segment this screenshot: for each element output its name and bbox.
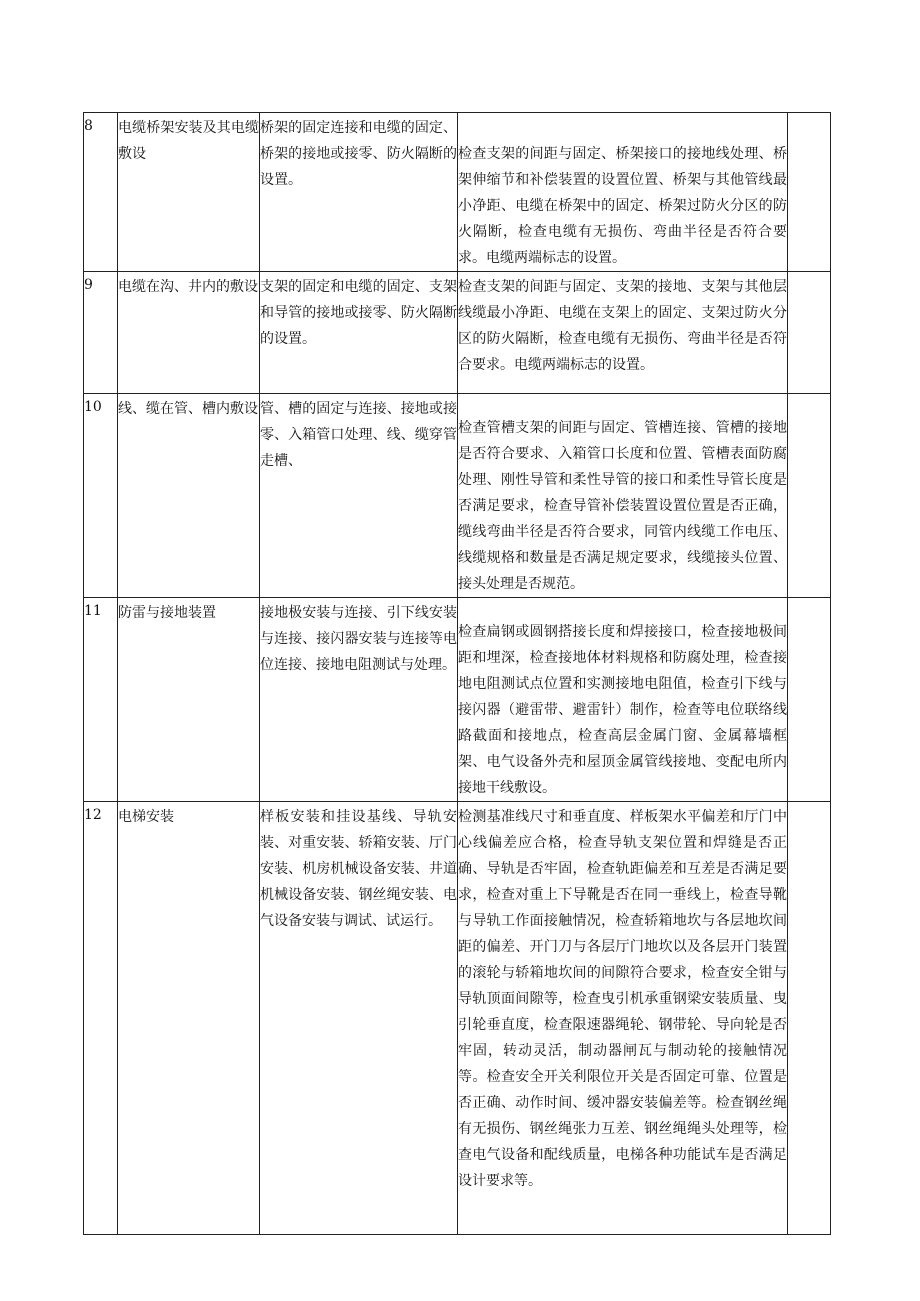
work-name-text: 电缆在沟、井内的敷设 bbox=[118, 279, 258, 295]
check-content-text: 检测基准线尺寸和垂直度、样板架水平偏差和厅门中心线偏差应合格，检查导轨支架位置和焊缝是否正确、导轨是否牢固，检查轨距偏差和互差是否满足要求，检查对重上下导靴是否在同一垂线上，检查导靴与导轨工作面接触情况，检查轿箱地坎与各层地坎间距的偏差、开门刀与各层厅门地坎以及各层开门装置的滚轮与轿箱地坎间的间隙符合要求，检查安全钳与导轨顶面间隙等，检查曳引机承重钢梁安装质量、曳引轮垂直度，检查限速器绳轮、钢带轮、导向轮是否牢固，转动灵活，制动器闸瓦与制动轮的接触情况等。检查安全开关利限位开关是否固定可靠、位置是否正确、动作时间、缓冲器安装偏差等。检查钢丝绳有无损伤、钢丝绳张力互差、钢丝绳绳头处理等，检查电气设备和配线质量，电梯各种功能试车是否满足设计要求等。 bbox=[458, 809, 787, 1189]
row-number bbox=[84, 598, 118, 802]
row-number bbox=[84, 113, 118, 272]
work-name-text: 电缆桥架安装及其电缆敷设 bbox=[118, 120, 259, 162]
work-name-text: 线、缆在管、槽内敷设 bbox=[118, 401, 258, 417]
check-content-cell bbox=[458, 598, 788, 802]
inspection-item-text: 样板安装和挂设基线、导轨安装、对重安装、轿箱安装、厅门安装、机房机械设备安装、井道机械设备安装、钢丝绳安装、电气设备安装与调试、试运行。 bbox=[260, 809, 457, 929]
remark-cell bbox=[788, 394, 831, 598]
remark-cell bbox=[788, 598, 831, 802]
check-content-cell bbox=[458, 113, 788, 272]
table-row bbox=[84, 394, 831, 598]
inspection-item-text: 支架的固定和电缆的固定、支架和导管的接地或接零、防火隔断的设置。 bbox=[260, 279, 457, 347]
inspection-item-text: 管、槽的固定与连接、接地或接零、入箱管口处理、线、缆穿管走槽、 bbox=[260, 401, 457, 469]
work-name-cell bbox=[118, 598, 260, 802]
inspection-item-cell bbox=[260, 272, 458, 394]
work-name-cell bbox=[118, 272, 260, 394]
inspection-item-cell bbox=[260, 598, 458, 802]
remark-cell bbox=[788, 802, 831, 1235]
inspection-item-cell bbox=[260, 113, 458, 272]
work-name-text: 防雷与接地装置 bbox=[118, 605, 216, 621]
check-content-text: 检查管槽支架的间距与固定、管槽连接、管槽的接地是否符合要求、入箱管口长度和位置、管槽表面防腐处理、刚性导管和柔性导管的接口和柔性导管长度是否满足要求，检查导管补偿装置设置位置是否正确，缆线弯曲半径是否符合要求，同管内线缆工作电压、线缆规格和数量是否满足规定要求，线缆接头位置、接头处理是否规范。 bbox=[458, 420, 787, 592]
row-number-text: 12 bbox=[84, 807, 102, 823]
work-name-cell bbox=[118, 113, 260, 272]
check-content-cell bbox=[458, 802, 788, 1235]
inspection-table bbox=[83, 112, 831, 1235]
row-number bbox=[84, 394, 118, 598]
row-number-text: 8 bbox=[84, 118, 93, 134]
work-name-cell bbox=[118, 802, 260, 1235]
inspection-item-cell bbox=[260, 802, 458, 1235]
check-content-text: 检查扁钢或圆钢搭接长度和焊接接口，检查接地极间距和埋深，检查接地体材料规格和防腐处理，检查接地电阻测试点位置和实测接地电阻值，检查引下线与接闪器（避雷带、避雷针）制作，检查等电位联络线路截面和接地点，检查高层金属门窗、金属幕墙框架、电气设备外壳和屋顶金属管线接地、变配电所内接地干线敷设。 bbox=[458, 624, 787, 796]
work-name-cell bbox=[118, 394, 260, 598]
inspection-item-cell bbox=[260, 394, 458, 598]
remark-cell bbox=[788, 113, 831, 272]
table-row bbox=[84, 272, 831, 394]
check-content-cell bbox=[458, 394, 788, 598]
row-number bbox=[84, 802, 118, 1235]
row-number-text: 9 bbox=[84, 277, 93, 293]
check-content-cell bbox=[458, 272, 788, 394]
table-row bbox=[84, 598, 831, 802]
remark-cell bbox=[788, 272, 831, 394]
row-number-text: 11 bbox=[84, 603, 102, 619]
work-name-text: 电梯安装 bbox=[118, 809, 174, 825]
check-content-text: 检查支架的间距与固定、桥架接口的接地线处理、桥架伸缩节和补偿装置的设置位置、桥架与其他管线最小净距、电缆在桥架中的固定、桥架过防火分区的防火隔断，检查电缆有无损伤、弯曲半径是否符合要求。电缆两端标志的设置。 bbox=[458, 146, 787, 266]
table-row bbox=[84, 802, 831, 1235]
table-row bbox=[84, 113, 831, 272]
inspection-item-text: 接地极安装与连接、引下线安装与连接、接闪器安装与连接等电位连接、接地电阻测试与处理。 bbox=[260, 605, 457, 673]
row-number-text: 10 bbox=[84, 399, 102, 415]
check-content-text: 检查支架的间距与固定、支架的接地、支架与其他层线缆最小净距、电缆在支架上的固定、支架过防火分区的防火隔断，检查电缆有无损伤、弯曲半径是否符合要求。电缆两端标志的设置。 bbox=[458, 279, 787, 373]
row-number bbox=[84, 272, 118, 394]
inspection-item-text: 桥架的固定连接和电缆的固定、桥架的接地或接零、防火隔断的设置。 bbox=[260, 120, 457, 188]
